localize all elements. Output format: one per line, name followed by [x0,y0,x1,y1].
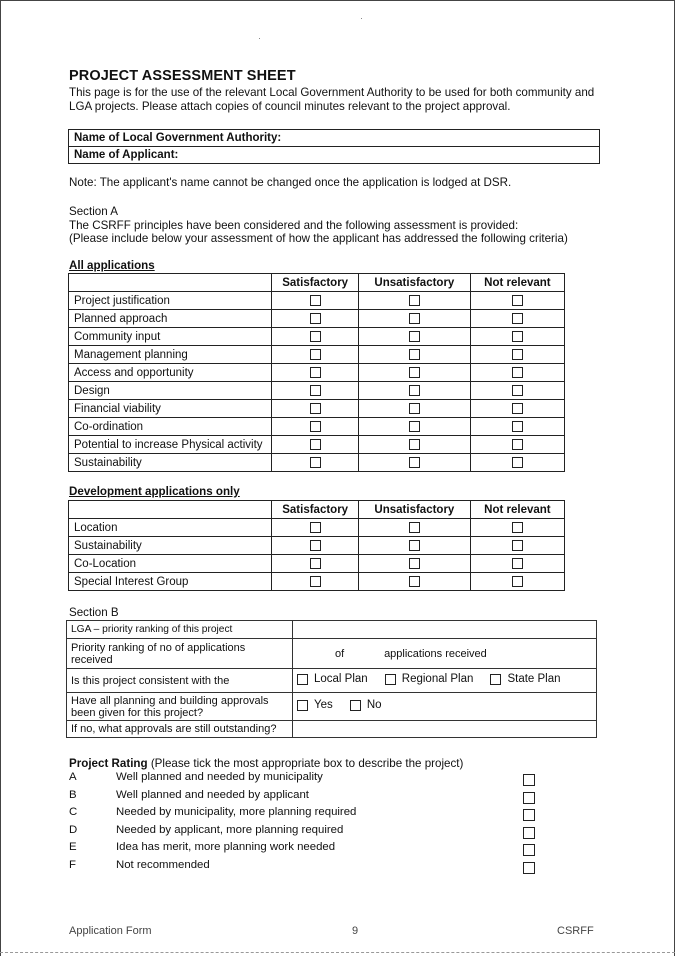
rating-letter: D [69,823,78,836]
satisfactory-checkbox[interactable] [310,421,321,432]
criterion-label: Sustainability [69,454,272,472]
rating-checkbox[interactable] [523,844,535,856]
criterion-label: Management planning [69,346,272,364]
satisfactory-checkbox[interactable] [310,313,321,324]
footer-page-number: 9 [352,925,359,937]
outstanding-approvals-field[interactable] [293,721,597,738]
not-relevant-checkbox[interactable] [512,385,523,396]
satisfactory-checkbox[interactable] [310,403,321,414]
checkbox-cell [272,519,359,537]
satisfactory-checkbox[interactable] [310,558,321,569]
section-a-label: Section A [69,205,118,218]
section-b-table [66,620,597,738]
rating-checkbox[interactable] [523,827,535,839]
checkbox-cell [272,328,359,346]
page-title: PROJECT ASSESSMENT SHEET [69,68,296,84]
not-relevant-checkbox[interactable] [512,331,523,342]
unsatisfactory-checkbox[interactable] [409,385,420,396]
checkbox-cell [272,292,359,310]
rating-checkbox[interactable] [523,862,535,874]
outstanding-approvals-label: If no, what approvals are still outstanding? [67,721,293,738]
checkbox-cell [358,292,470,310]
checkbox-cell [470,382,564,400]
rating-option [69,858,539,876]
checkbox-cell [272,454,359,472]
checkbox-cell [358,555,470,573]
satisfactory-checkbox[interactable] [310,385,321,396]
rating-description: Needed by applicant, more planning required [116,823,344,836]
checkbox-cell [470,573,564,591]
rating-letter: B [69,788,77,801]
state-plan-option[interactable] [490,673,560,685]
local-plan-option[interactable] [297,673,368,685]
scan-speck [259,38,260,39]
checkbox-cell [470,364,564,382]
rating-option [69,840,539,858]
satisfactory-checkbox[interactable] [310,522,321,533]
project-rating-title: Project Rating [69,757,148,770]
checkbox-cell [470,454,564,472]
yes-option[interactable] [297,699,333,711]
development-applications-table [68,500,565,591]
table-row [69,555,565,573]
table-row [69,537,565,555]
criterion-label: Access and opportunity [69,364,272,382]
unsatisfactory-checkbox[interactable] [409,558,420,569]
checkbox-cell [272,346,359,364]
rating-option [69,770,539,788]
criterion-label: Design [69,382,272,400]
no-checkbox[interactable] [350,700,361,711]
project-rating-list [69,770,539,876]
ranking-of-applications-label: Priority ranking of no of applications received [67,639,293,669]
checkbox-cell [470,436,564,454]
unsatisfactory-checkbox[interactable] [409,522,420,533]
lga-name-field[interactable]: Name of Local Government Authority: [69,130,600,147]
not-relevant-checkbox[interactable] [512,313,523,324]
checkbox-cell [470,537,564,555]
rating-checkbox[interactable] [523,792,535,804]
checkbox-cell [272,573,359,591]
project-rating-instruction: (Please tick the most appropriate box to describe the project) [147,757,464,770]
unsatisfactory-checkbox[interactable] [409,349,420,360]
table-row [69,310,565,328]
not-relevant-checkbox[interactable] [512,558,523,569]
rating-letter: E [69,841,77,854]
rating-checkbox[interactable] [523,774,535,786]
checkbox-cell [272,364,359,382]
checkbox-cell [470,519,564,537]
unsatisfactory-checkbox[interactable] [409,457,420,468]
criterion-label: Sustainability [69,537,272,555]
criterion-label: Financial viability [69,400,272,418]
rating-letter: F [69,858,76,871]
regional-plan-option[interactable] [385,673,474,685]
checkbox-cell [358,346,470,364]
applicant-name-field[interactable]: Name of Applicant: [69,147,600,164]
unsatisfactory-checkbox[interactable] [409,439,420,450]
checkbox-cell [470,346,564,364]
section-b-label: Section B [69,606,119,619]
table-row [69,364,565,382]
unsatisfactory-checkbox[interactable] [409,367,420,378]
regional-plan-checkbox[interactable] [385,674,396,685]
checkbox-cell [358,436,470,454]
not-relevant-checkbox[interactable] [512,540,523,551]
checkbox-cell [358,418,470,436]
satisfactory-checkbox[interactable] [310,367,321,378]
all-applications-table [68,273,565,472]
rating-option [69,823,539,841]
column-header-satisfactory: Satisfactory [272,274,359,292]
checkbox-cell [470,555,564,573]
checkbox-cell [358,519,470,537]
table-row [69,418,565,436]
table-row [69,382,565,400]
table-row [69,346,565,364]
checkbox-cell [272,555,359,573]
criterion-label: Planned approach [69,310,272,328]
not-relevant-checkbox[interactable] [512,439,523,450]
checkbox-cell [358,364,470,382]
intro-text: This page is for the use of the relevant Local Government Authority to be used for both community and LGA projects. Please attach copies of council minutes relevant to the project approval. [69,86,595,113]
table-row [69,573,565,591]
table-row [69,292,565,310]
section-a-line1: The CSRFF principles have been considered and the following assessment is provided: [69,218,519,232]
local-plan-checkbox[interactable] [297,674,308,685]
rating-letter: C [69,806,78,819]
unsatisfactory-checkbox[interactable] [409,421,420,432]
checkbox-cell [272,382,359,400]
not-relevant-checkbox[interactable] [512,421,523,432]
not-relevant-checkbox[interactable] [512,576,523,587]
checkbox-cell [470,418,564,436]
satisfactory-checkbox[interactable] [310,349,321,360]
checkbox-cell [470,328,564,346]
note-text: Note: The applicant's name cannot be changed once the application is lodged at DSR. [69,176,512,189]
checkbox-cell [470,310,564,328]
checkbox-cell [272,400,359,418]
info-table [68,129,600,164]
satisfactory-checkbox[interactable] [310,540,321,551]
column-header-not-relevant: Not relevant [470,274,564,292]
footer-left: Application Form [69,925,152,937]
criterion-label: Project justification [69,292,272,310]
satisfactory-checkbox[interactable] [310,576,321,587]
checkbox-cell [358,328,470,346]
priority-ranking-field[interactable] [293,621,597,639]
unsatisfactory-checkbox[interactable] [409,540,420,551]
development-applications-heading: Development applications only [69,485,240,498]
section-a-intro [69,205,568,246]
footer-divider [0,952,675,953]
criteria-column-header [69,501,272,519]
criteria-column-header [69,274,272,292]
column-header-unsatisfactory: Unsatisfactory [358,274,470,292]
yes-checkbox[interactable] [297,700,308,711]
not-relevant-checkbox[interactable] [512,349,523,360]
not-relevant-checkbox[interactable] [512,457,523,468]
approvals-given-label: Have all planning and building approvals been given for this project? [67,693,293,721]
criterion-label: Special Interest Group [69,573,272,591]
unsatisfactory-checkbox[interactable] [409,331,420,342]
unsatisfactory-checkbox[interactable] [409,295,420,306]
footer-right: CSRFF [557,925,594,937]
not-relevant-checkbox[interactable] [512,522,523,533]
unsatisfactory-checkbox[interactable] [409,313,420,324]
no-label: No [366,699,382,712]
checkbox-cell [358,400,470,418]
rating-option [69,788,539,806]
checkbox-cell [470,292,564,310]
checkbox-cell [358,537,470,555]
criterion-label: Location [69,519,272,537]
checkbox-cell [272,418,359,436]
criterion-label: Potential to increase Physical activity [69,436,272,454]
column-header-satisfactory: Satisfactory [272,501,359,519]
rating-letter: A [69,771,77,783]
state-plan-checkbox[interactable] [490,674,501,685]
no-option[interactable] [350,699,382,711]
rating-option [69,805,539,823]
ranking-of-applications-field[interactable] [293,639,597,669]
table-row [69,328,565,346]
priority-ranking-label: LGA – priority ranking of this project [67,621,293,639]
checkbox-cell [272,436,359,454]
checkbox-cell [358,454,470,472]
project-rating-heading [69,757,463,770]
not-relevant-checkbox[interactable] [512,403,523,414]
table-row [69,454,565,472]
criterion-label: Co-ordination [69,418,272,436]
rating-description: Needed by municipality, more planning required [116,806,357,819]
checkbox-cell [272,537,359,555]
yes-label: Yes [314,699,333,712]
rating-description: Well planned and needed by municipality [116,771,323,783]
all-applications-heading: All applications [69,259,155,272]
unsatisfactory-checkbox[interactable] [409,403,420,414]
rating-description: Idea has merit, more planning work needed [116,841,336,854]
plan-consistency-label: Is this project consistent with the [67,669,293,693]
satisfactory-checkbox[interactable] [310,295,321,306]
checkbox-cell [358,382,470,400]
section-a-line2: (Please include below your assessment of how the applicant has addressed the following criteria) [69,232,568,245]
not-relevant-checkbox[interactable] [512,367,523,378]
rating-description: Well planned and needed by applicant [116,788,309,801]
checkbox-cell [272,310,359,328]
table-row [69,400,565,418]
ranking-suffix: applications received [384,647,487,660]
approvals-options [293,693,597,721]
satisfactory-checkbox[interactable] [310,331,321,342]
satisfactory-checkbox[interactable] [310,457,321,468]
checkbox-cell [358,310,470,328]
scan-speck [361,18,362,19]
ranking-of-word: of [335,647,345,660]
state-plan-label: State Plan [507,673,561,686]
satisfactory-checkbox[interactable] [310,439,321,450]
rating-checkbox[interactable] [523,809,535,821]
not-relevant-checkbox[interactable] [512,295,523,306]
unsatisfactory-checkbox[interactable] [409,576,420,587]
table-row [69,519,565,537]
local-plan-label: Local Plan [314,673,368,686]
criterion-label: Co-Location [69,555,272,573]
plan-options [293,669,597,693]
table-row [69,436,565,454]
checkbox-cell [358,573,470,591]
regional-plan-label: Regional Plan [401,673,474,686]
rating-description: Not recommended [116,858,210,871]
column-header-unsatisfactory: Unsatisfactory [358,501,470,519]
checkbox-cell [470,400,564,418]
criterion-label: Community input [69,328,272,346]
column-header-not-relevant: Not relevant [470,501,564,519]
